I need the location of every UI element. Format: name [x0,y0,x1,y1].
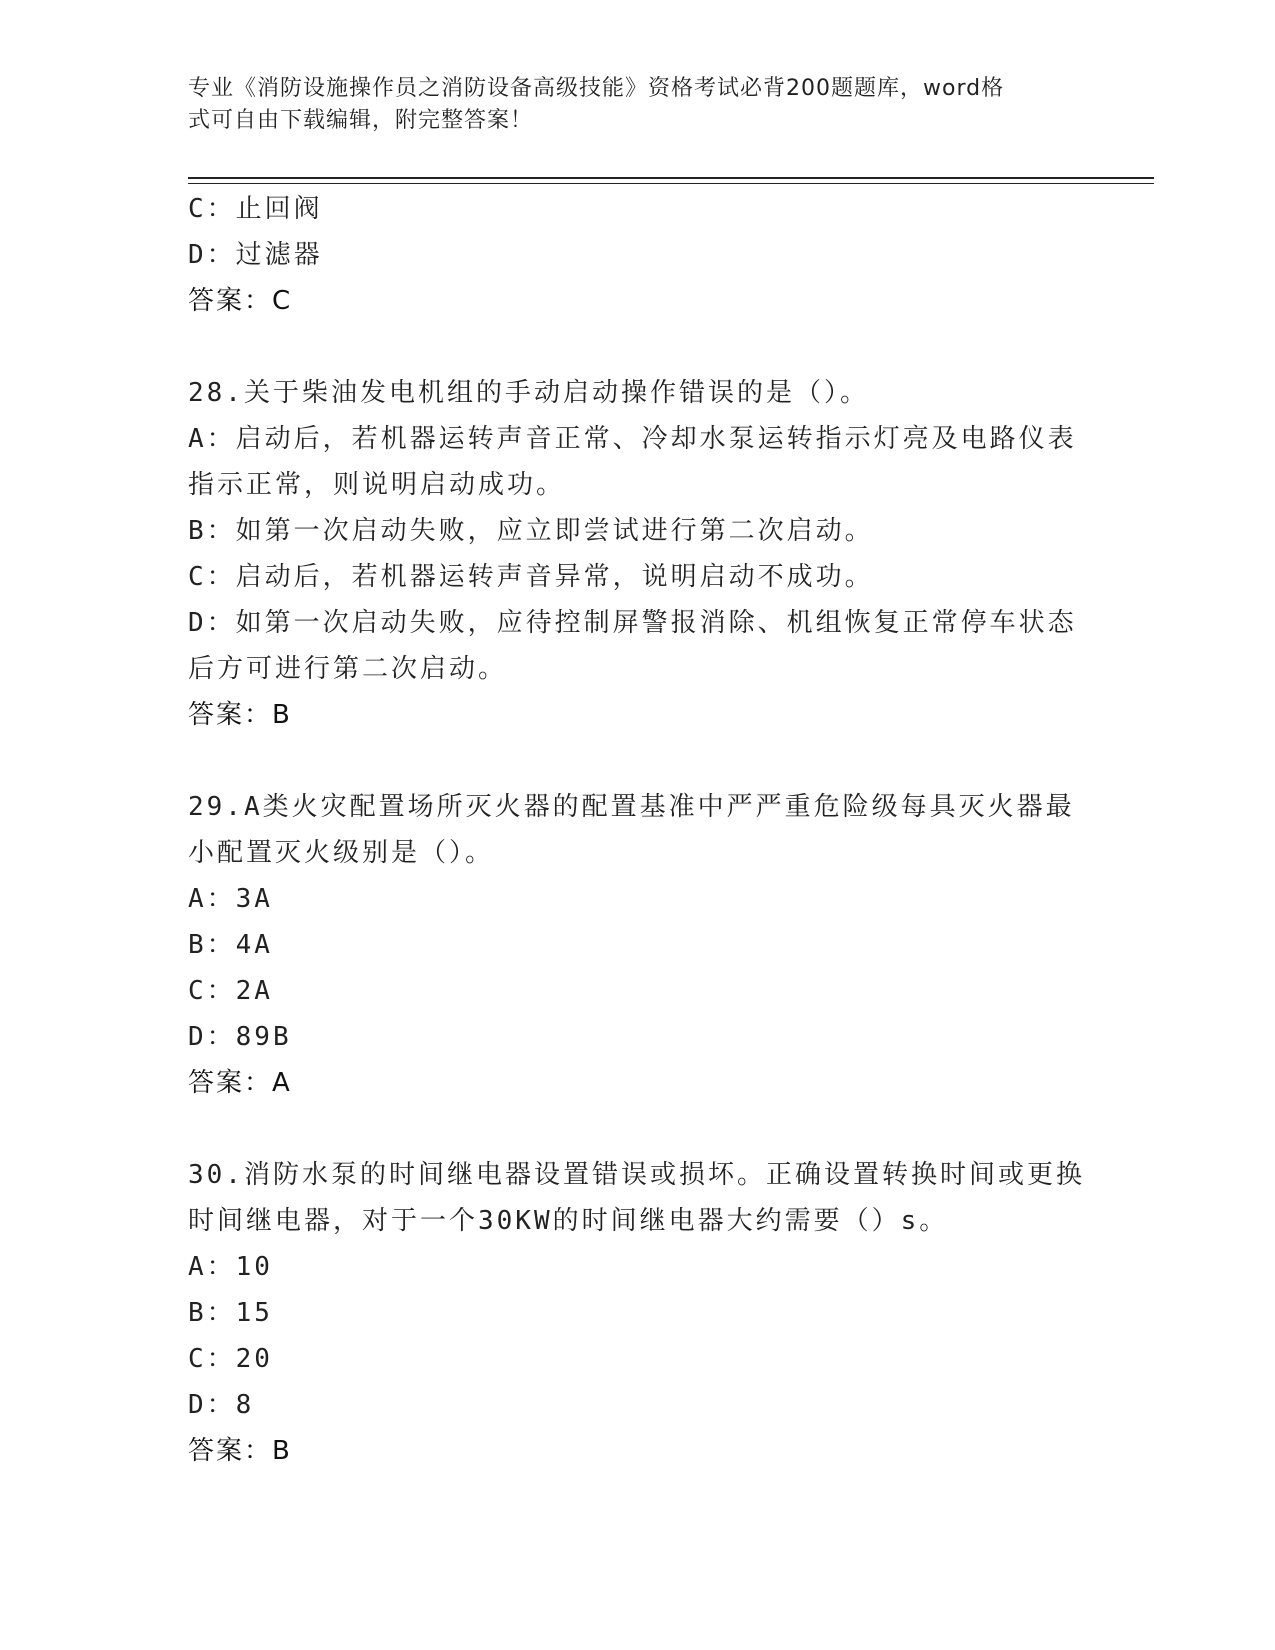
question-list [188,186,1088,1474]
option-d-line-2: 后方可进行第二次启动。 [188,654,508,684]
option-b: B：15 [188,1298,273,1328]
question-text-line-2: 时间继电器，对于一个30KW的时间继电器大约需要（）s。 [188,1206,949,1236]
option-a-line-2: 指示正常，则说明启动成功。 [188,470,566,500]
header-line-1: 专业《消防设施操作员之消防设备高级技能》资格考试必背200题题库，word格 [188,76,1005,101]
question-28 [188,370,1088,738]
option-c: C：2A [188,976,273,1006]
answer-line: 答案：B [188,1436,292,1466]
answer-line: 答案：C [188,286,293,316]
option-d: D：8 [188,1390,255,1420]
question-29 [188,784,1088,1106]
option-a-line-1: A：启动后，若机器运转声音正常、冷却水泵运转指示灯亮及电路仪表 [188,424,1077,454]
answer-line: 答案：B [188,700,292,730]
option-a: A：10 [188,1252,273,1282]
question-text-line-1: 30.消防水泵的时间继电器设置错误或损坏。正确设置转换时间或更换 [188,1160,1085,1190]
answer-line: 答案：A [188,1068,292,1098]
option-c: C：20 [188,1344,273,1374]
header-divider-thick [188,177,1154,179]
header-divider-thin [188,183,1154,184]
document-header [188,73,1073,137]
question-text-line-1: 29.A类火灾配置场所灭火器的配置基准中严严重危险级每具灭火器最 [188,792,1075,822]
header-line-2: 式可自由下载编辑，附完整答案！ [188,108,534,133]
option-d: D：89B [188,1022,292,1052]
option-b: B：4A [188,930,273,960]
question-30 [188,1152,1088,1474]
option-d-line-1: D：如第一次启动失败，应待控制屏警报消除、机组恢复正常停车状态 [188,608,1077,638]
option-c: C：启动后，若机器运转声音异常，说明启动不成功。 [188,562,874,592]
option-b: B：如第一次启动失败，应立即尝试进行第二次启动。 [188,516,874,546]
question-text-line-2: 小配置灭火级别是（）。 [188,838,495,868]
question-text: 28.关于柴油发电机组的手动启动操作错误的是（）。 [188,378,869,408]
option-d: D：过滤器 [188,240,323,270]
question-27-tail [188,186,1088,324]
option-a: A：3A [188,884,273,914]
option-c: C：止回阀 [188,194,323,224]
